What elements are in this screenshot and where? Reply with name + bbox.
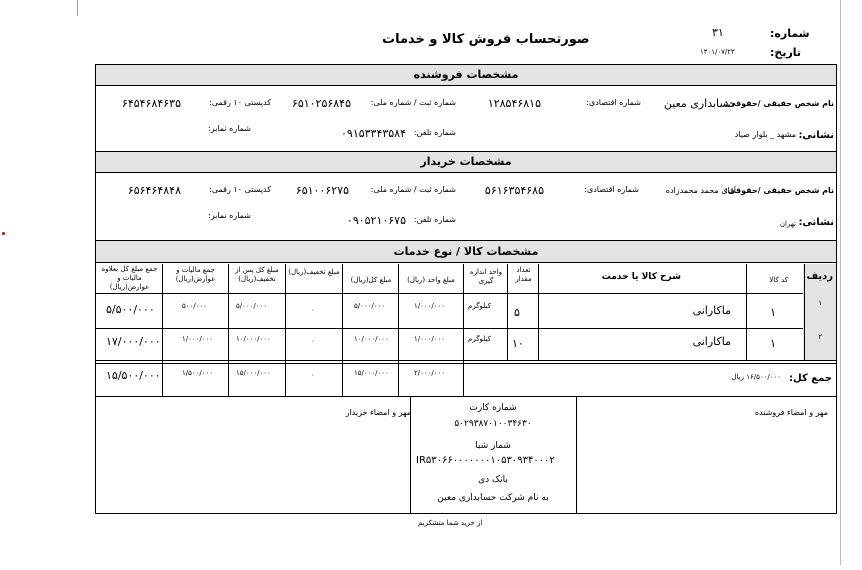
buyer-phone-value: ۰۹۰۵۲۱۰۶۷۵ [346, 214, 406, 227]
totals-label: جمع کل: [789, 373, 832, 384]
date-label: تاریخ: [770, 46, 802, 59]
cell-unit-price: ۱/۰۰۰/۰۰۰ [414, 335, 446, 343]
buyer-reg-value: ۶۵۱۰۰۶۲۷۵ [295, 184, 349, 197]
cell-tax: ۱/۰۰۰/۰۰۰ [182, 335, 214, 343]
col-header-qty: تعداد مقدار [515, 266, 532, 283]
col-header-row: ردیف [806, 271, 833, 282]
buyer-name-label: نام شخص حقیقی /حقوقی: [724, 186, 834, 195]
seller-reg-value: ۶۵۱۰۲۵۶۸۴۵ [291, 97, 351, 110]
col-header-desc: شرح کالا یا خدمت [601, 272, 681, 282]
col-line [804, 264, 805, 360]
bank-label: بانک دی [478, 475, 508, 485]
cell-grand: ۱۷/۰۰۰/۰۰۰ [106, 335, 161, 348]
buyer-address-label: نشانی: [798, 217, 834, 228]
cell-unit: کیلوگرم [468, 335, 491, 343]
col-header-discount: مبلغ تخفیف(ریال) [288, 268, 340, 276]
seller-postal-label: کدپستی ۱۰ رقمی: [209, 98, 271, 107]
page-edge-right [840, 0, 841, 565]
col-header-grand: جمع مبلغ کل بعلاوه مالیات و عوارض(ریال) [101, 265, 158, 291]
col-line [285, 264, 286, 396]
cell-row-number: ۱ [818, 299, 822, 307]
buyer-address-value: تهران [779, 220, 796, 228]
seller-address-label: نشانی: [798, 130, 834, 141]
sheba-value: IR۵۳۰۶۶۰۰۰۰۰۰۰۱۰۵۳۰۹۳۴۰۰۰۲ [416, 455, 555, 466]
footer-divider [576, 397, 577, 514]
totals-tax: ۱/۵۰۰/۰۰۰ [182, 369, 214, 377]
buyer-economic-label: شماره اقتصادی: [584, 185, 639, 194]
seller-section-title: مشخصات فروشنده [96, 65, 836, 86]
seller-signature-label: مهر و امضاء فروشنده [754, 408, 828, 417]
buyer-reg-label: شماره ثبت / شماره ملی: [370, 185, 456, 194]
totals-after-discount: ۱۵/۰۰۰/۰۰۰ [236, 369, 271, 377]
cell-qty: ۱۰ [512, 337, 524, 350]
thanks-note: از خرید شما متشکریم [418, 519, 483, 527]
page-edge-left [77, 0, 78, 16]
seller-phone-value: ۰۹۱۵۳۳۴۳۵۸۴ [341, 127, 406, 140]
totals-discount: ۰ [311, 371, 315, 379]
cell-after-discount: ۵/۰۰۰/۰۰۰ [236, 302, 268, 310]
seller-economic-label: شماره اقتصادی: [586, 98, 641, 107]
seller-name-label: نام شخص حقیقی /حقوقی: [724, 99, 834, 108]
items-section-title: مشخصات کالا / نوع خدمات [96, 240, 836, 263]
sheba-label: شمار شبا [475, 441, 511, 451]
number-value: ۳۱ [712, 26, 724, 39]
col-header-unit-price: مبلغ واحد (ریال) [407, 276, 455, 284]
col-header-total: مبلغ کل(ریال) [350, 276, 392, 284]
totals-grand: ۱۵/۵۰۰/۰۰۰ [106, 369, 161, 382]
seller-economic-value: ۱۲۸۵۴۶۸۱۵ [487, 97, 541, 110]
card-label: شماره کارت [469, 403, 517, 413]
cell-discount: ۰ [311, 337, 315, 345]
number-label: شماره: [770, 27, 810, 40]
buyer-signature-label: مهر و امضاء خریدار [345, 408, 411, 417]
cell-code: ۱ [770, 337, 776, 350]
invoice-title: صورتحساب فروش کالا و خدمات [382, 32, 590, 47]
cell-desc: ماکارانی [692, 304, 731, 317]
account-owner: به نام شرکت حسابداری معین [437, 493, 549, 503]
seller-address-value: مشهد _ بلوار صیاد [734, 130, 796, 139]
totals-total: ۱۵/۰۰۰/۰۰۰ [354, 369, 389, 377]
cell-grand: ۵/۵۰۰/۰۰۰ [106, 303, 155, 316]
cell-desc: ماکارانی [692, 335, 731, 348]
totals-sum-text: ۱۶/۵۰۰/۰۰۰ ریال [731, 373, 781, 381]
cell-tax: ۵۰۰/۰۰۰ [182, 302, 207, 310]
col-header-code: کد کالا [769, 276, 788, 284]
seller-fax-label: شماره نمابر: [208, 124, 251, 133]
date-value: ۱۴۰۱/۰۷/۲۳ [700, 48, 735, 56]
cell-after-discount: ۱۰/۰۰۰/۰۰۰ [236, 335, 271, 343]
marker-dot [2, 232, 5, 235]
buyer-name-value: آقای محمد محمدزاده [665, 186, 736, 195]
cell-total: ۱۰/۰۰۰/۰۰۰ [354, 335, 389, 343]
cell-qty: ۵ [514, 306, 520, 319]
seller-postal-value: ۶۴۵۴۶۸۴۶۳۵ [121, 97, 181, 110]
seller-reg-label: شماره ثبت / شماره ملی: [370, 98, 456, 107]
table-header-divider [96, 293, 836, 294]
col-line [746, 264, 747, 360]
buyer-postal-value: ۶۵۶۴۶۴۸۴۸ [127, 184, 181, 197]
buyer-section-title: مشخصات خریدار [96, 151, 836, 173]
table-row-divider [96, 328, 836, 329]
seller-phone-label: شماره تلفن: [413, 128, 456, 137]
buyer-postal-label: کدپستی ۱۰ رقمی: [209, 185, 271, 194]
totals-unit-price: ۲/۰۰۰/۰۰۰ [414, 369, 446, 377]
table-row-divider [96, 360, 836, 361]
buyer-fax-label: شماره نمابر: [208, 211, 251, 220]
buyer-phone-label: شماره تلفن: [413, 215, 456, 224]
seller-name-value: حسابداری معین [663, 97, 736, 110]
table-row-divider [96, 363, 836, 364]
cell-total: ۵/۰۰۰/۰۰۰ [354, 302, 386, 310]
cell-row-number: ۲ [818, 333, 822, 341]
cell-unit: کیلوگرم [468, 302, 491, 310]
col-header-unit: واحد اندازه گیری [469, 268, 503, 285]
cell-code: ۱ [770, 306, 776, 319]
card-value: ۵۰۲۹۳۸۷۰۱۰۰۳۴۶۳۰ [454, 419, 532, 429]
cell-unit-price: ۱/۰۰۰/۰۰۰ [414, 302, 446, 310]
buyer-economic-value: ۵۶۱۶۳۵۴۶۸۵ [484, 184, 544, 197]
cell-discount: ۰ [311, 306, 315, 314]
table-bottom-divider [96, 396, 836, 397]
col-header-after-discount: مبلغ کل پس از تخفیف(ریال) [235, 266, 279, 283]
invoice-frame [95, 64, 837, 514]
col-header-tax: جمع مالیات و عوارض(ریال) [175, 266, 216, 283]
